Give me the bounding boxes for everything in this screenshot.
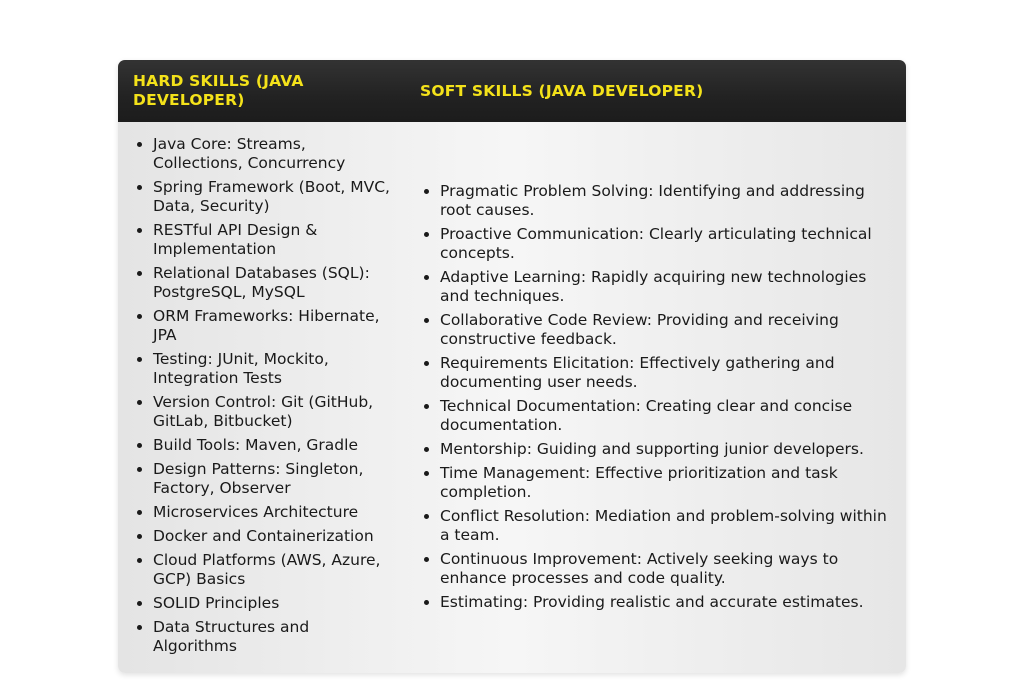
hard-skill-item: SOLID Principles xyxy=(133,594,393,613)
hard-skill-item: RESTful API Design & Implementation xyxy=(133,221,393,259)
hard-skill-item: Version Control: Git (GitHub, GitLab, Bitbucket) xyxy=(133,393,393,431)
soft-skill-item: Pragmatic Problem Solving: Identifying and addressing root causes. xyxy=(420,182,890,220)
hard-skill-item: Docker and Containerization xyxy=(133,527,393,546)
hard-skill-item: Relational Databases (SQL): PostgreSQL, MySQL xyxy=(133,264,393,302)
hard-skill-item: Design Patterns: Singleton, Factory, Observer xyxy=(133,460,393,498)
hard-skill-item: Testing: JUnit, Mockito, Integration Tests xyxy=(133,350,393,388)
hard-skills-list xyxy=(133,135,393,661)
table-header xyxy=(118,60,906,122)
hard-skill-item: Data Structures and Algorithms xyxy=(133,618,393,656)
soft-skill-item: Time Management: Effective prioritization and task completion. xyxy=(420,464,890,502)
hard-skill-item: Cloud Platforms (AWS, Azure, GCP) Basics xyxy=(133,551,393,589)
soft-skills-title: SOFT SKILLS (JAVA DEVELOPER) xyxy=(420,82,704,100)
soft-skill-item: Conflict Resolution: Mediation and problem-solving within a team. xyxy=(420,507,890,545)
hard-skill-item: Microservices Architecture xyxy=(133,503,393,522)
hard-skill-item: ORM Frameworks: Hibernate, JPA xyxy=(133,307,393,345)
hard-skill-item: Build Tools: Maven, Gradle xyxy=(133,436,393,455)
soft-skill-item: Collaborative Code Review: Providing and receiving constructive feedback. xyxy=(420,311,890,349)
hard-skill-item: Spring Framework (Boot, MVC, Data, Security) xyxy=(133,178,393,216)
hard-skill-item: Java Core: Streams, Collections, Concurrency xyxy=(133,135,393,173)
soft-skills-list xyxy=(420,182,890,617)
skills-table xyxy=(118,60,906,673)
soft-skill-item: Adaptive Learning: Rapidly acquiring new technologies and techniques. xyxy=(420,268,890,306)
soft-skill-item: Requirements Elicitation: Effectively gathering and documenting user needs. xyxy=(420,354,890,392)
soft-skill-item: Estimating: Providing realistic and accurate estimates. xyxy=(420,593,890,612)
soft-skill-item: Technical Documentation: Creating clear and concise documentation. xyxy=(420,397,890,435)
soft-skill-item: Proactive Communication: Clearly articulating technical concepts. xyxy=(420,225,890,263)
soft-skill-item: Mentorship: Guiding and supporting junior developers. xyxy=(420,440,890,459)
soft-skill-item: Continuous Improvement: Actively seeking ways to enhance processes and code quality. xyxy=(420,550,890,588)
hard-skills-title: HARD SKILLS (JAVA DEVELOPER) xyxy=(133,72,304,109)
